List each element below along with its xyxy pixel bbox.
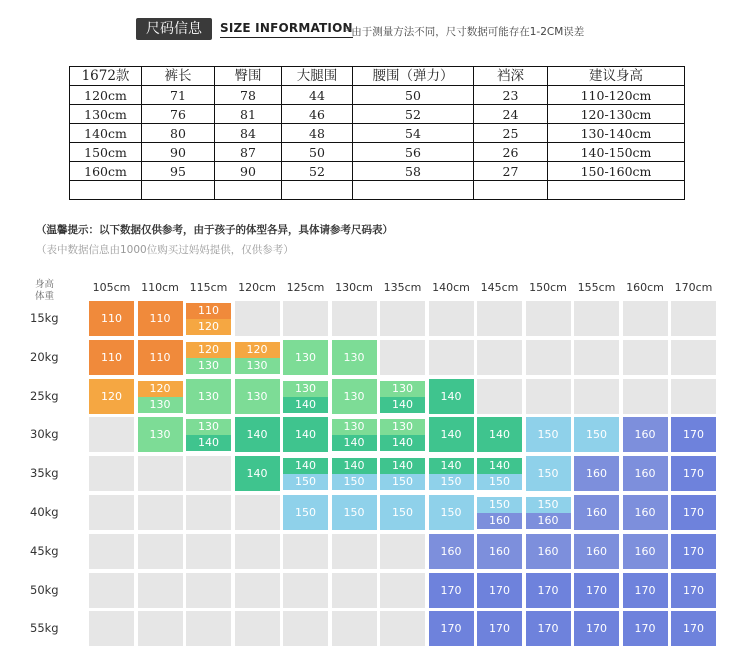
grid-cell bbox=[574, 340, 619, 375]
weight-row-label: 35kg bbox=[30, 466, 59, 481]
grid-cell bbox=[332, 456, 377, 491]
grid-cell bbox=[89, 534, 134, 569]
table-cell: 87 bbox=[215, 143, 282, 162]
grid-cell bbox=[89, 301, 134, 336]
grid-cell bbox=[574, 417, 619, 452]
column-header: 1672款 bbox=[70, 67, 142, 86]
recommended-size: 170 bbox=[537, 583, 559, 597]
height-column-label: 150cm bbox=[529, 281, 567, 294]
recommended-size-alternate: 140 bbox=[380, 397, 425, 413]
grid-cell bbox=[138, 456, 183, 491]
table-cell: 130-140cm bbox=[548, 124, 685, 143]
grid-cell bbox=[477, 495, 522, 530]
recommended-size: 140 bbox=[440, 389, 462, 403]
grid-cell bbox=[332, 611, 377, 646]
recommended-size: 170 bbox=[634, 583, 656, 597]
grid-cell bbox=[429, 456, 474, 491]
table-row bbox=[70, 86, 685, 105]
table-cell bbox=[70, 181, 142, 200]
grid-cell bbox=[526, 456, 571, 491]
grid-cell bbox=[235, 417, 280, 452]
grid-cell bbox=[623, 456, 668, 491]
table-cell bbox=[474, 181, 548, 200]
grid-cell bbox=[186, 495, 231, 530]
recommended-size: 130 bbox=[343, 389, 365, 403]
grid-cell bbox=[477, 534, 522, 569]
grid-cell bbox=[235, 611, 280, 646]
recommended-size: 170 bbox=[440, 583, 462, 597]
table-cell: 71 bbox=[142, 86, 215, 105]
recommended-size-alternate: 150 bbox=[429, 474, 474, 490]
grid-cell bbox=[283, 573, 328, 608]
grid-cell bbox=[477, 456, 522, 491]
recommended-size: 160 bbox=[537, 544, 559, 558]
table-cell: 80 bbox=[142, 124, 215, 143]
table-cell: 110-120cm bbox=[548, 86, 685, 105]
grid-cell bbox=[623, 495, 668, 530]
recommended-size: 160 bbox=[586, 544, 607, 558]
recommended-size: 170 bbox=[683, 428, 704, 442]
grid-cell bbox=[429, 417, 474, 452]
height-column-label: 115cm bbox=[189, 281, 228, 294]
column-header: 腰围（弹力） bbox=[353, 67, 474, 86]
recommended-size-primary: 140 bbox=[332, 458, 377, 474]
grid-cell bbox=[138, 301, 183, 336]
recommended-size-primary: 120 bbox=[186, 342, 231, 358]
height-column-label: 155cm bbox=[577, 281, 616, 294]
recommended-size-alternate: 160 bbox=[477, 513, 522, 529]
grid-cell bbox=[235, 456, 280, 491]
table-row bbox=[70, 162, 685, 181]
column-header: 裆深 bbox=[474, 67, 548, 86]
size-info-title: SIZE INFORMATION bbox=[220, 21, 353, 38]
grid-cell bbox=[332, 301, 377, 336]
size-table bbox=[69, 66, 685, 200]
table-row bbox=[70, 143, 685, 162]
table-cell: 24 bbox=[474, 105, 548, 124]
recommended-size-primary: 130 bbox=[380, 419, 425, 435]
grid-cell bbox=[89, 417, 134, 452]
grid-cell bbox=[380, 301, 425, 336]
grid-cell bbox=[623, 417, 668, 452]
recommended-size-primary: 130 bbox=[186, 419, 231, 435]
height-column-label: 130cm bbox=[335, 281, 373, 294]
recommended-size: 140 bbox=[246, 428, 268, 442]
recommended-size: 140 bbox=[489, 428, 510, 442]
header-title-group bbox=[136, 17, 353, 41]
recommended-size-primary: 120 bbox=[138, 381, 183, 397]
recommended-size-alternate: 140 bbox=[283, 397, 328, 413]
grid-cell bbox=[332, 340, 377, 375]
grid-cell bbox=[623, 611, 668, 646]
recommended-size-alternate: 150 bbox=[332, 474, 377, 490]
recommended-size: 170 bbox=[634, 622, 656, 636]
table-cell: 48 bbox=[282, 124, 353, 143]
grid-cell bbox=[574, 495, 619, 530]
grid-cell bbox=[186, 417, 231, 452]
grid-cell bbox=[235, 534, 280, 569]
recommended-size: 150 bbox=[537, 467, 559, 481]
recommended-size: 160 bbox=[586, 467, 607, 481]
height-column-label: 170cm bbox=[674, 281, 713, 294]
column-header: 大腿围 bbox=[282, 67, 353, 86]
height-column-label: 125cm bbox=[286, 281, 325, 294]
grid-cell bbox=[526, 495, 571, 530]
table-cell: 23 bbox=[474, 86, 548, 105]
table-cell: 130cm bbox=[70, 105, 142, 124]
table-cell: 160cm bbox=[70, 162, 142, 181]
grid-cell bbox=[235, 340, 280, 375]
grid-cell bbox=[574, 534, 619, 569]
recommended-size: 170 bbox=[537, 622, 559, 636]
table-cell: 95 bbox=[142, 162, 215, 181]
recommended-size-primary: 110 bbox=[186, 303, 231, 319]
table-cell: 78 bbox=[215, 86, 282, 105]
grid-cell bbox=[574, 301, 619, 336]
recommended-size: 150 bbox=[295, 506, 316, 519]
height-column-label: 120cm bbox=[238, 281, 276, 294]
grid-cell bbox=[477, 573, 522, 608]
grid-cell bbox=[89, 456, 134, 491]
recommended-size-alternate: 130 bbox=[235, 358, 280, 374]
grid-cell bbox=[283, 611, 328, 646]
grid-cell bbox=[332, 379, 377, 414]
grid-cell bbox=[429, 611, 474, 646]
table-cell: 50 bbox=[353, 86, 474, 105]
grid-cell bbox=[671, 379, 716, 414]
weight-row-label: 20kg bbox=[30, 349, 59, 364]
grid-cell bbox=[477, 417, 522, 452]
table-cell: 44 bbox=[282, 86, 353, 105]
recommended-size: 170 bbox=[683, 506, 704, 519]
grid-cell bbox=[623, 534, 668, 569]
grid-cell bbox=[623, 301, 668, 336]
table-cell: 84 bbox=[215, 124, 282, 143]
table-cell: 90 bbox=[142, 143, 215, 162]
table-cell: 150cm bbox=[70, 143, 142, 162]
table-cell: 26 bbox=[474, 143, 548, 162]
grid-cell bbox=[477, 340, 522, 375]
recommended-size: 170 bbox=[489, 622, 510, 636]
table-cell: 140-150cm bbox=[548, 143, 685, 162]
recommended-size: 150 bbox=[586, 428, 607, 442]
recommended-size: 170 bbox=[586, 622, 607, 636]
grid-cell bbox=[429, 573, 474, 608]
recommended-size-alternate: 120 bbox=[186, 319, 231, 335]
recommended-size: 170 bbox=[683, 622, 704, 636]
recommended-size: 110 bbox=[101, 312, 122, 325]
recommended-size: 150 bbox=[392, 506, 413, 519]
weight-row-label: 50kg bbox=[30, 582, 59, 597]
grid-cell bbox=[186, 301, 231, 336]
table-cell bbox=[282, 181, 353, 200]
grid-cell bbox=[574, 573, 619, 608]
recommended-size: 130 bbox=[198, 389, 219, 403]
grid-cell bbox=[89, 495, 134, 530]
grid-cell bbox=[671, 534, 716, 569]
grid-cell bbox=[380, 417, 425, 452]
recommended-size: 170 bbox=[683, 583, 704, 597]
recommended-size: 160 bbox=[634, 428, 656, 442]
table-cell: 52 bbox=[282, 162, 353, 181]
table-cell: 150-160cm bbox=[548, 162, 685, 181]
corner-weight-label: 体重 bbox=[35, 291, 55, 302]
grid-cell bbox=[380, 611, 425, 646]
table-cell: 27 bbox=[474, 162, 548, 181]
grid-cell bbox=[283, 456, 328, 491]
grid-cell bbox=[623, 573, 668, 608]
table-cell: 81 bbox=[215, 105, 282, 124]
grid-cell bbox=[380, 456, 425, 491]
table-cell: 52 bbox=[353, 105, 474, 124]
table-cell: 76 bbox=[142, 105, 215, 124]
grid-cell bbox=[429, 379, 474, 414]
grid-cell bbox=[380, 340, 425, 375]
grid-cell bbox=[138, 534, 183, 569]
grid-cell bbox=[380, 534, 425, 569]
recommended-size: 170 bbox=[683, 544, 704, 558]
height-column-label: 160cm bbox=[626, 281, 664, 294]
grid-cell bbox=[526, 379, 571, 414]
recommended-size-primary: 150 bbox=[526, 497, 571, 513]
recommended-size: 110 bbox=[101, 350, 122, 364]
recommended-size: 140 bbox=[440, 428, 462, 442]
table-cell: 50 bbox=[282, 143, 353, 162]
recommended-size-primary: 120 bbox=[235, 342, 280, 358]
table-cell: 56 bbox=[353, 143, 474, 162]
recommended-size: 110 bbox=[149, 312, 171, 325]
grid-cell bbox=[332, 573, 377, 608]
table-cell bbox=[548, 181, 685, 200]
grid-cell bbox=[671, 301, 716, 336]
recommended-size-primary: 140 bbox=[429, 458, 474, 474]
recommended-size: 140 bbox=[295, 428, 316, 442]
recommended-size-alternate: 140 bbox=[186, 435, 231, 451]
recommended-size: 150 bbox=[440, 506, 462, 519]
grid-cell bbox=[283, 340, 328, 375]
grid-cell bbox=[574, 456, 619, 491]
column-header: 建议身高 bbox=[548, 67, 685, 86]
recommended-size-primary: 130 bbox=[283, 381, 328, 397]
recommended-size: 120 bbox=[101, 389, 122, 403]
recommended-size-primary: 130 bbox=[332, 419, 377, 435]
size-info-tag: 尺码信息 bbox=[136, 18, 212, 40]
table-cell: 120cm bbox=[70, 86, 142, 105]
grid-cell bbox=[283, 495, 328, 530]
recommended-size: 170 bbox=[586, 583, 607, 597]
grid-cell bbox=[671, 456, 716, 491]
table-cell: 120-130cm bbox=[548, 105, 685, 124]
corner-height-label: 身高 bbox=[35, 279, 55, 290]
grid-cell bbox=[477, 611, 522, 646]
tip-note: （温馨提示：以下数据仅供参考，由于孩子的体型各异，具体请参考尺码表） bbox=[36, 224, 393, 236]
recommended-size: 130 bbox=[246, 389, 268, 403]
grid-cell bbox=[89, 573, 134, 608]
grid-cell bbox=[332, 534, 377, 569]
recommended-size: 160 bbox=[489, 544, 510, 558]
grid-cell bbox=[138, 379, 183, 414]
recommended-size: 160 bbox=[634, 467, 656, 481]
grid-cell bbox=[186, 611, 231, 646]
weight-row-label: 40kg bbox=[30, 505, 59, 519]
recommended-size-primary: 140 bbox=[477, 458, 522, 474]
grid-cell bbox=[429, 301, 474, 336]
recommended-size-alternate: 150 bbox=[477, 474, 522, 490]
grid-cell bbox=[671, 417, 716, 452]
recommended-size: 130 bbox=[343, 350, 365, 364]
recommended-size: 140 bbox=[246, 467, 268, 481]
grid-cell bbox=[89, 379, 134, 414]
recommended-size: 130 bbox=[149, 428, 171, 442]
grid-cell bbox=[526, 417, 571, 452]
grid-cell bbox=[186, 456, 231, 491]
recommended-size-alternate: 140 bbox=[332, 435, 377, 451]
grid-cell bbox=[671, 495, 716, 530]
grid-cell bbox=[283, 301, 328, 336]
grid-cell bbox=[186, 534, 231, 569]
height-column-label: 110cm bbox=[141, 281, 179, 294]
grid-cell bbox=[526, 301, 571, 336]
grid-cell bbox=[138, 611, 183, 646]
grid-cell bbox=[138, 573, 183, 608]
recommended-size: 160 bbox=[634, 506, 656, 519]
table-cell: 140cm bbox=[70, 124, 142, 143]
recommended-size-alternate: 150 bbox=[283, 474, 328, 490]
grid-cell bbox=[574, 379, 619, 414]
grid-cell bbox=[186, 379, 231, 414]
grid-cell bbox=[138, 340, 183, 375]
grid-cell bbox=[526, 573, 571, 608]
grid-cell bbox=[429, 495, 474, 530]
recommended-size: 110 bbox=[149, 350, 171, 364]
height-column-label: 135cm bbox=[383, 281, 422, 294]
grid-cell bbox=[186, 340, 231, 375]
recommended-size: 130 bbox=[295, 350, 316, 364]
recommended-size: 160 bbox=[440, 544, 462, 558]
column-header: 臀围 bbox=[215, 67, 282, 86]
grid-cell bbox=[429, 340, 474, 375]
grid-cell bbox=[89, 611, 134, 646]
grid-cell bbox=[526, 611, 571, 646]
table-cell: 54 bbox=[353, 124, 474, 143]
grid-cell bbox=[671, 611, 716, 646]
recommended-size-primary: 140 bbox=[380, 458, 425, 474]
recommended-size-alternate: 160 bbox=[526, 513, 571, 529]
table-cell bbox=[215, 181, 282, 200]
weight-row-label: 45kg bbox=[30, 543, 59, 558]
grid-cell bbox=[574, 611, 619, 646]
grid-cell bbox=[623, 379, 668, 414]
size-table-header bbox=[70, 67, 685, 86]
table-cell bbox=[353, 181, 474, 200]
recommended-size-primary: 140 bbox=[283, 458, 328, 474]
grid-cell bbox=[380, 379, 425, 414]
recommended-size: 170 bbox=[440, 622, 462, 636]
height-column-label: 140cm bbox=[432, 281, 470, 294]
grid-cell bbox=[671, 340, 716, 375]
recommended-size: 150 bbox=[343, 506, 365, 519]
recommended-size: 170 bbox=[489, 583, 510, 597]
recommended-size: 160 bbox=[586, 506, 607, 519]
grid-cell bbox=[526, 340, 571, 375]
table-cell: 58 bbox=[353, 162, 474, 181]
recommended-size: 160 bbox=[634, 544, 656, 558]
grid-cell bbox=[138, 417, 183, 452]
grid-cell bbox=[235, 573, 280, 608]
tip-source-note: （表中数据信息由1000位购买过妈妈提供，仅供参考） bbox=[36, 244, 294, 256]
grid-cell bbox=[235, 301, 280, 336]
grid-cell bbox=[380, 495, 425, 530]
grid-cell bbox=[283, 534, 328, 569]
grid-cell bbox=[477, 301, 522, 336]
grid-cell bbox=[186, 573, 231, 608]
grid-cell bbox=[526, 534, 571, 569]
grid-cell bbox=[89, 340, 134, 375]
table-cell: 46 bbox=[282, 105, 353, 124]
weight-row-label: 30kg bbox=[30, 427, 59, 442]
recommended-size-primary: 150 bbox=[477, 497, 522, 513]
grid-cell bbox=[477, 379, 522, 414]
table-row bbox=[70, 181, 685, 200]
recommended-size-alternate: 130 bbox=[138, 397, 183, 413]
weight-row-label: 55kg bbox=[30, 621, 59, 636]
grid-cell bbox=[623, 340, 668, 375]
height-column-label: 145cm bbox=[480, 281, 519, 294]
grid-cell bbox=[138, 495, 183, 530]
grid-cell bbox=[235, 379, 280, 414]
recommended-size-primary: 130 bbox=[380, 381, 425, 397]
table-row bbox=[70, 105, 685, 124]
grid-cell bbox=[429, 534, 474, 569]
grid-cell bbox=[332, 495, 377, 530]
recommended-size-alternate: 150 bbox=[380, 474, 425, 490]
recommended-size: 150 bbox=[537, 428, 559, 442]
grid-cell bbox=[332, 417, 377, 452]
grid-cell bbox=[671, 573, 716, 608]
measurement-note: *由于测量方法不同，尺寸数据可能存在1-2CM误差 bbox=[346, 26, 585, 38]
table-cell: 90 bbox=[215, 162, 282, 181]
recommended-size-alternate: 130 bbox=[186, 358, 231, 374]
height-column-label: 105cm bbox=[92, 281, 131, 294]
grid-cell bbox=[235, 495, 280, 530]
table-cell bbox=[142, 181, 215, 200]
weight-row-label: 25kg bbox=[30, 388, 59, 403]
column-header: 裤长 bbox=[142, 67, 215, 86]
table-cell: 25 bbox=[474, 124, 548, 143]
recommended-size-alternate: 140 bbox=[380, 435, 425, 451]
table-row bbox=[70, 124, 685, 143]
weight-row-label: 15kg bbox=[30, 311, 59, 325]
recommended-size: 170 bbox=[683, 467, 704, 481]
grid-cell bbox=[380, 573, 425, 608]
grid-cell bbox=[283, 379, 328, 414]
grid-cell bbox=[283, 417, 328, 452]
